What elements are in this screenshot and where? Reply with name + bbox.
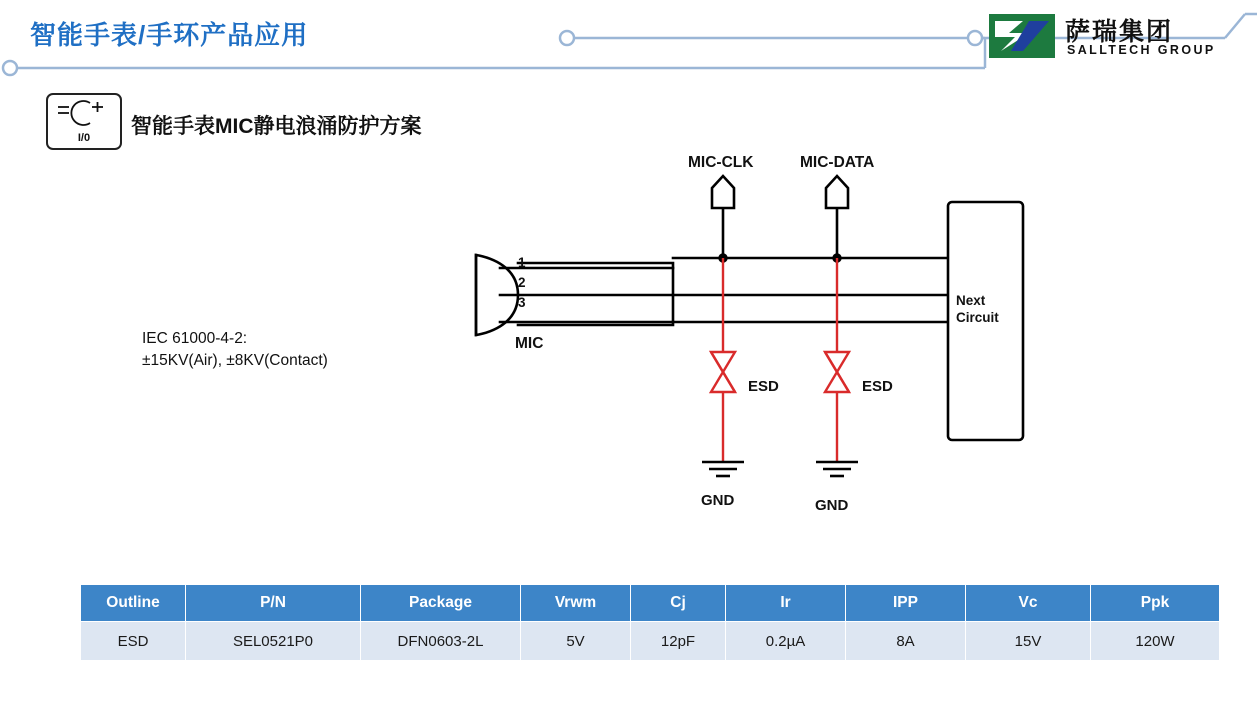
iec-line-1: IEC 61000-4-2: [142,330,248,347]
table-header-cell: Package [361,585,521,622]
label-mic-data: MIC-DATA [800,154,875,171]
label-esd-2: ESD [862,378,893,395]
table-cell: 5V [521,622,631,661]
label-mic: MIC [515,335,544,352]
iec-standard-note [142,328,328,372]
table-cell: 12pF [631,622,726,661]
label-next-circuit-line2: Circuit [956,310,999,325]
table-header-cell: Vrwm [521,585,631,622]
table-header-row [81,585,1220,622]
label-next-circuit [956,292,999,326]
page-header [0,0,1257,82]
logo-text-cn: 萨瑞集团 [1065,18,1174,46]
label-pin-3: 3 [518,295,526,310]
logo-text-en: SALLTECH GROUP [1067,43,1216,57]
table-cell: 8A [846,622,966,661]
table-header-cell: Outline [81,585,186,622]
io-badge [46,93,122,150]
label-pin-1: 1 [518,255,526,270]
company-logo [989,12,1239,64]
protection-circuit-schematic [440,140,1060,540]
table-header-cell: IPP [846,585,966,622]
table-row [81,622,1220,661]
table-header-cell: Ir [726,585,846,622]
spec-table [80,584,1220,661]
iec-line-2: ±15KV(Air), ±8KV(Contact) [142,352,328,369]
io-port-icon [48,95,116,131]
table-header-cell: Ppk [1091,585,1220,622]
label-gnd-2: GND [815,497,849,514]
section-title: 智能手表MIC静电浪涌防护方案 [131,115,422,138]
table-header-cell: Cj [631,585,726,622]
page-title: 智能手表/手环产品应用 [30,20,309,50]
io-badge-label: I/0 [77,132,91,144]
label-esd-1: ESD [748,378,779,395]
label-gnd-1: GND [701,492,735,509]
table-cell: SEL0521P0 [186,622,361,661]
table-header-cell: Vc [966,585,1091,622]
label-next-circuit-line1: Next [956,293,986,308]
label-pin-2: 2 [518,275,526,290]
table-cell: DFN0603-2L [361,622,521,661]
table-cell: 0.2µA [726,622,846,661]
table-cell: 120W [1091,622,1220,661]
salltech-logo-icon [989,14,1055,58]
label-mic-clk: MIC-CLK [688,154,754,171]
table-header-cell: P/N [186,585,361,622]
table-cell: ESD [81,622,186,661]
table-cell: 15V [966,622,1091,661]
